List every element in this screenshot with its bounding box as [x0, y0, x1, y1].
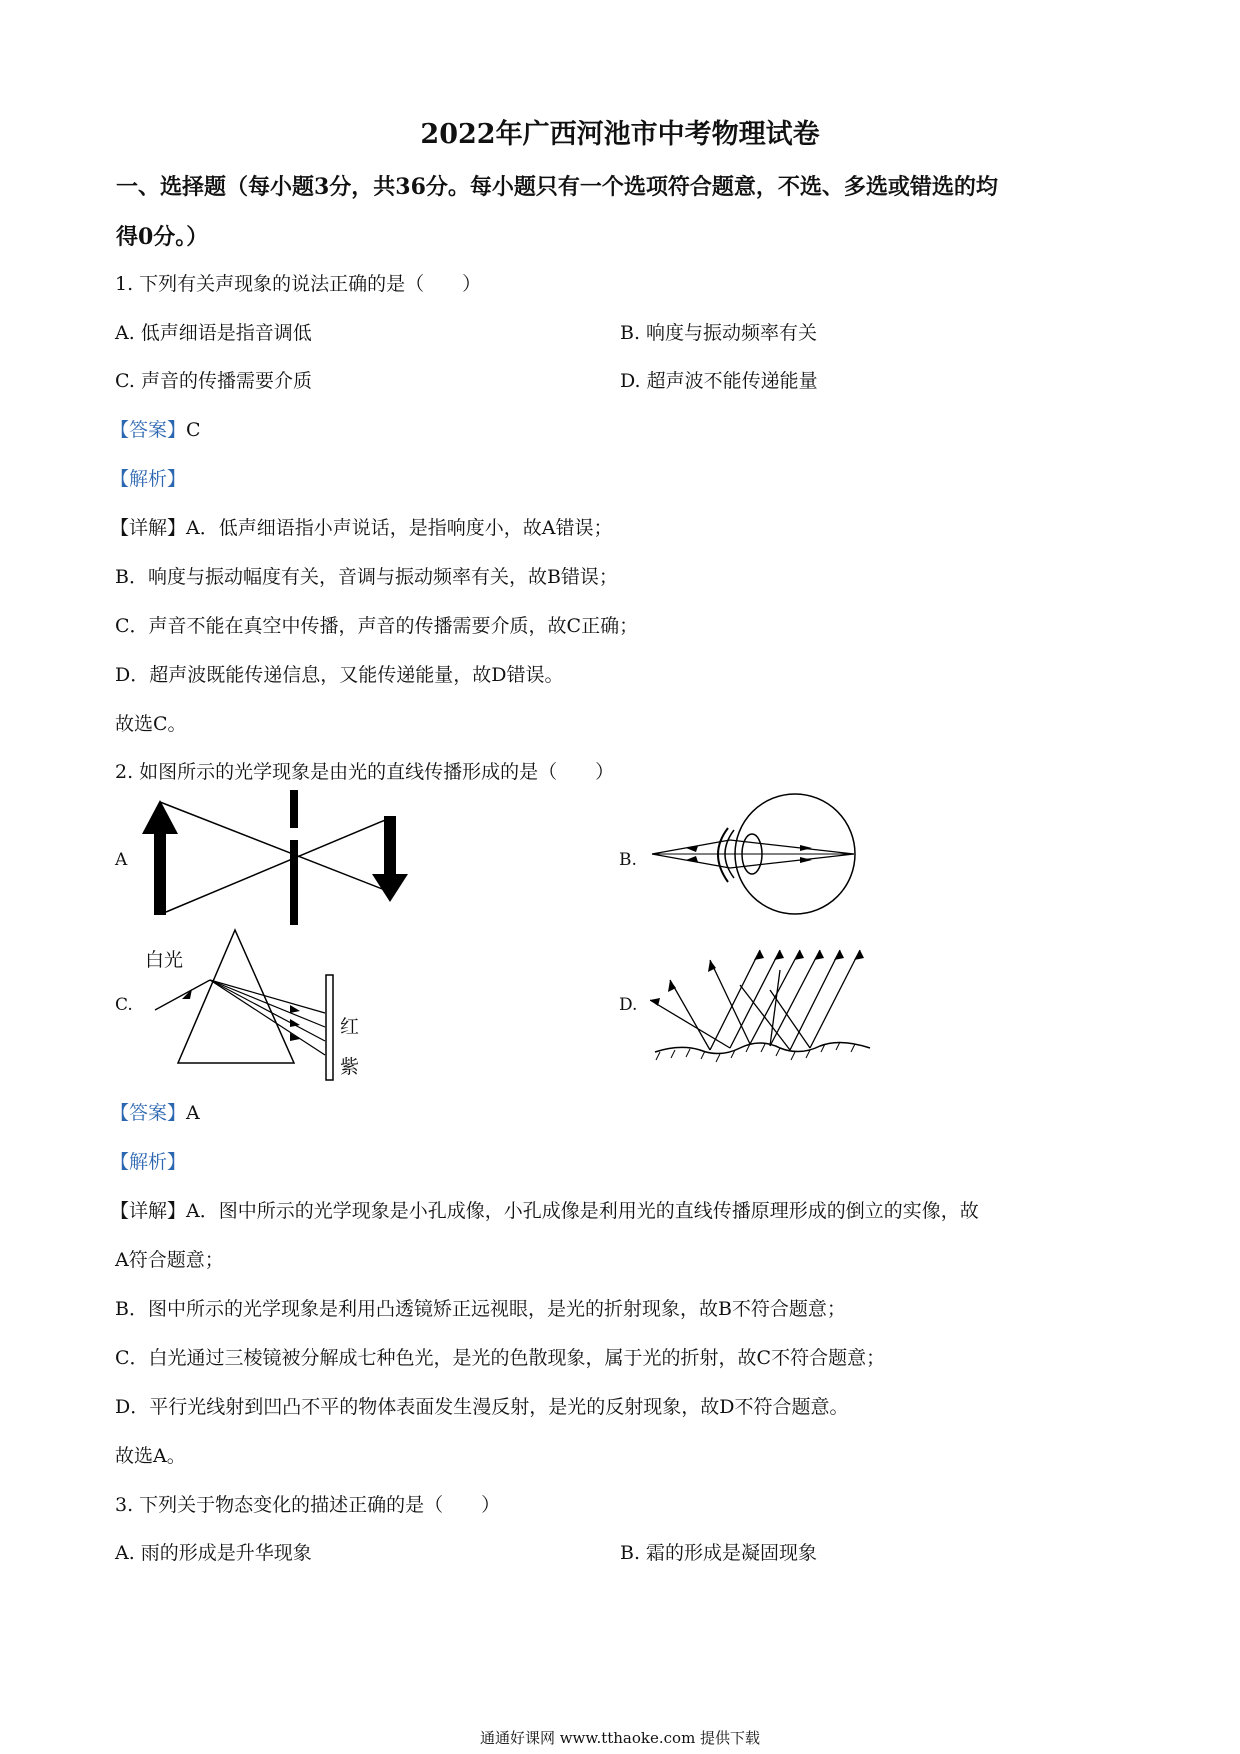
- q2-conclusion: 故选A。: [115, 1445, 186, 1467]
- q1-detail-line: D．超声波既能传递信息，又能传递能量，故D错误。: [115, 664, 564, 686]
- q1-conclusion: 故选C。: [115, 713, 187, 735]
- q2-analysis-tag: 【解析】: [110, 1151, 187, 1173]
- q1-stem: 1. 下列有关声现象的说法正确的是（ ）: [115, 273, 482, 295]
- page-title: 2022年广西河池市中考物理试卷: [420, 119, 820, 150]
- q1-option-d: D. 超声波不能传递能量: [620, 370, 818, 392]
- figure-b-label: B.: [619, 850, 637, 870]
- section-heading-line1: 一、选择题（每小题3分，共36分。每小题只有一个选项符合题意，不选、多选或错选的均: [116, 174, 998, 200]
- figure-a-label: A: [115, 850, 128, 870]
- diffuse-reflection-figure: [650, 940, 880, 1070]
- q2-stem: 2. 如图所示的光学现象是由光的直线传播形成的是（ ）: [115, 761, 615, 783]
- figure-d-label: D.: [619, 995, 638, 1015]
- q1-option-c: C. 声音的传播需要介质: [115, 370, 312, 392]
- footer-source: 通通好课网 www.tthaoke.com 提供下载: [479, 1729, 761, 1747]
- q3-option-a: A. 雨的形成是升华现象: [115, 1542, 312, 1564]
- answer-value: A: [186, 1102, 200, 1124]
- q2-detail-line: [110, 1196, 979, 1223]
- pinhole-figure: [140, 790, 420, 925]
- q2-detail-line: C．白光通过三棱镜被分解成七种色光，是光的色散现象，属于光的折射，故C不符合题意；: [115, 1347, 886, 1369]
- q1-detail-line: C．声音不能在真空中传播，声音的传播需要介质，故C正确；: [115, 615, 639, 637]
- q1-detail-line: B．响度与振动幅度有关，音调与振动频率有关，故B错误；: [115, 566, 618, 588]
- detail-text: A．图中所示的光学现象是小孔成像，小孔成像是利用光的直线传播原理形成的倒立的实像，故: [186, 1200, 979, 1222]
- detail-tag: 【详解】: [110, 1200, 187, 1222]
- eye-lens-figure: [650, 790, 860, 920]
- prism-figure: [150, 925, 350, 1085]
- q3-option-b: B. 霜的形成是凝固现象: [620, 1542, 818, 1564]
- q1-option-b: B. 响度与振动频率有关: [620, 322, 818, 344]
- q1-analysis-tag: 【解析】: [110, 468, 187, 490]
- q1-answer: [110, 415, 201, 442]
- q2-detail-line: D．平行光线射到凹凸不平的物体表面发生漫反射，是光的反射现象，故D不符合题意。: [115, 1396, 849, 1418]
- q2-detail-line: A符合题意；: [115, 1249, 224, 1271]
- red-label: 红: [340, 1016, 360, 1038]
- detail-text: A．低声细语指小声说话，是指响度小，故A错误；: [186, 517, 613, 539]
- answer-tag: 【答案】: [110, 419, 187, 441]
- detail-tag: 【详解】: [110, 517, 187, 539]
- q2-answer: [110, 1098, 200, 1125]
- q1-detail-line: [110, 513, 612, 540]
- q1-option-a: A. 低声细语是指音调低: [115, 322, 312, 344]
- section-heading-line2: 得0分。）: [116, 224, 209, 250]
- white-light-label: 白光: [145, 949, 184, 971]
- answer-tag: 【答案】: [110, 1102, 187, 1124]
- purple-label: 紫: [340, 1056, 360, 1078]
- q2-detail-line: B．图中所示的光学现象是利用凸透镜矫正远视眼，是光的折射现象，故B不符合题意；: [115, 1298, 846, 1320]
- answer-value: C: [186, 419, 201, 441]
- figure-c-label: C.: [115, 995, 133, 1015]
- q3-stem: 3. 下列关于物态变化的描述正确的是（ ）: [115, 1494, 501, 1516]
